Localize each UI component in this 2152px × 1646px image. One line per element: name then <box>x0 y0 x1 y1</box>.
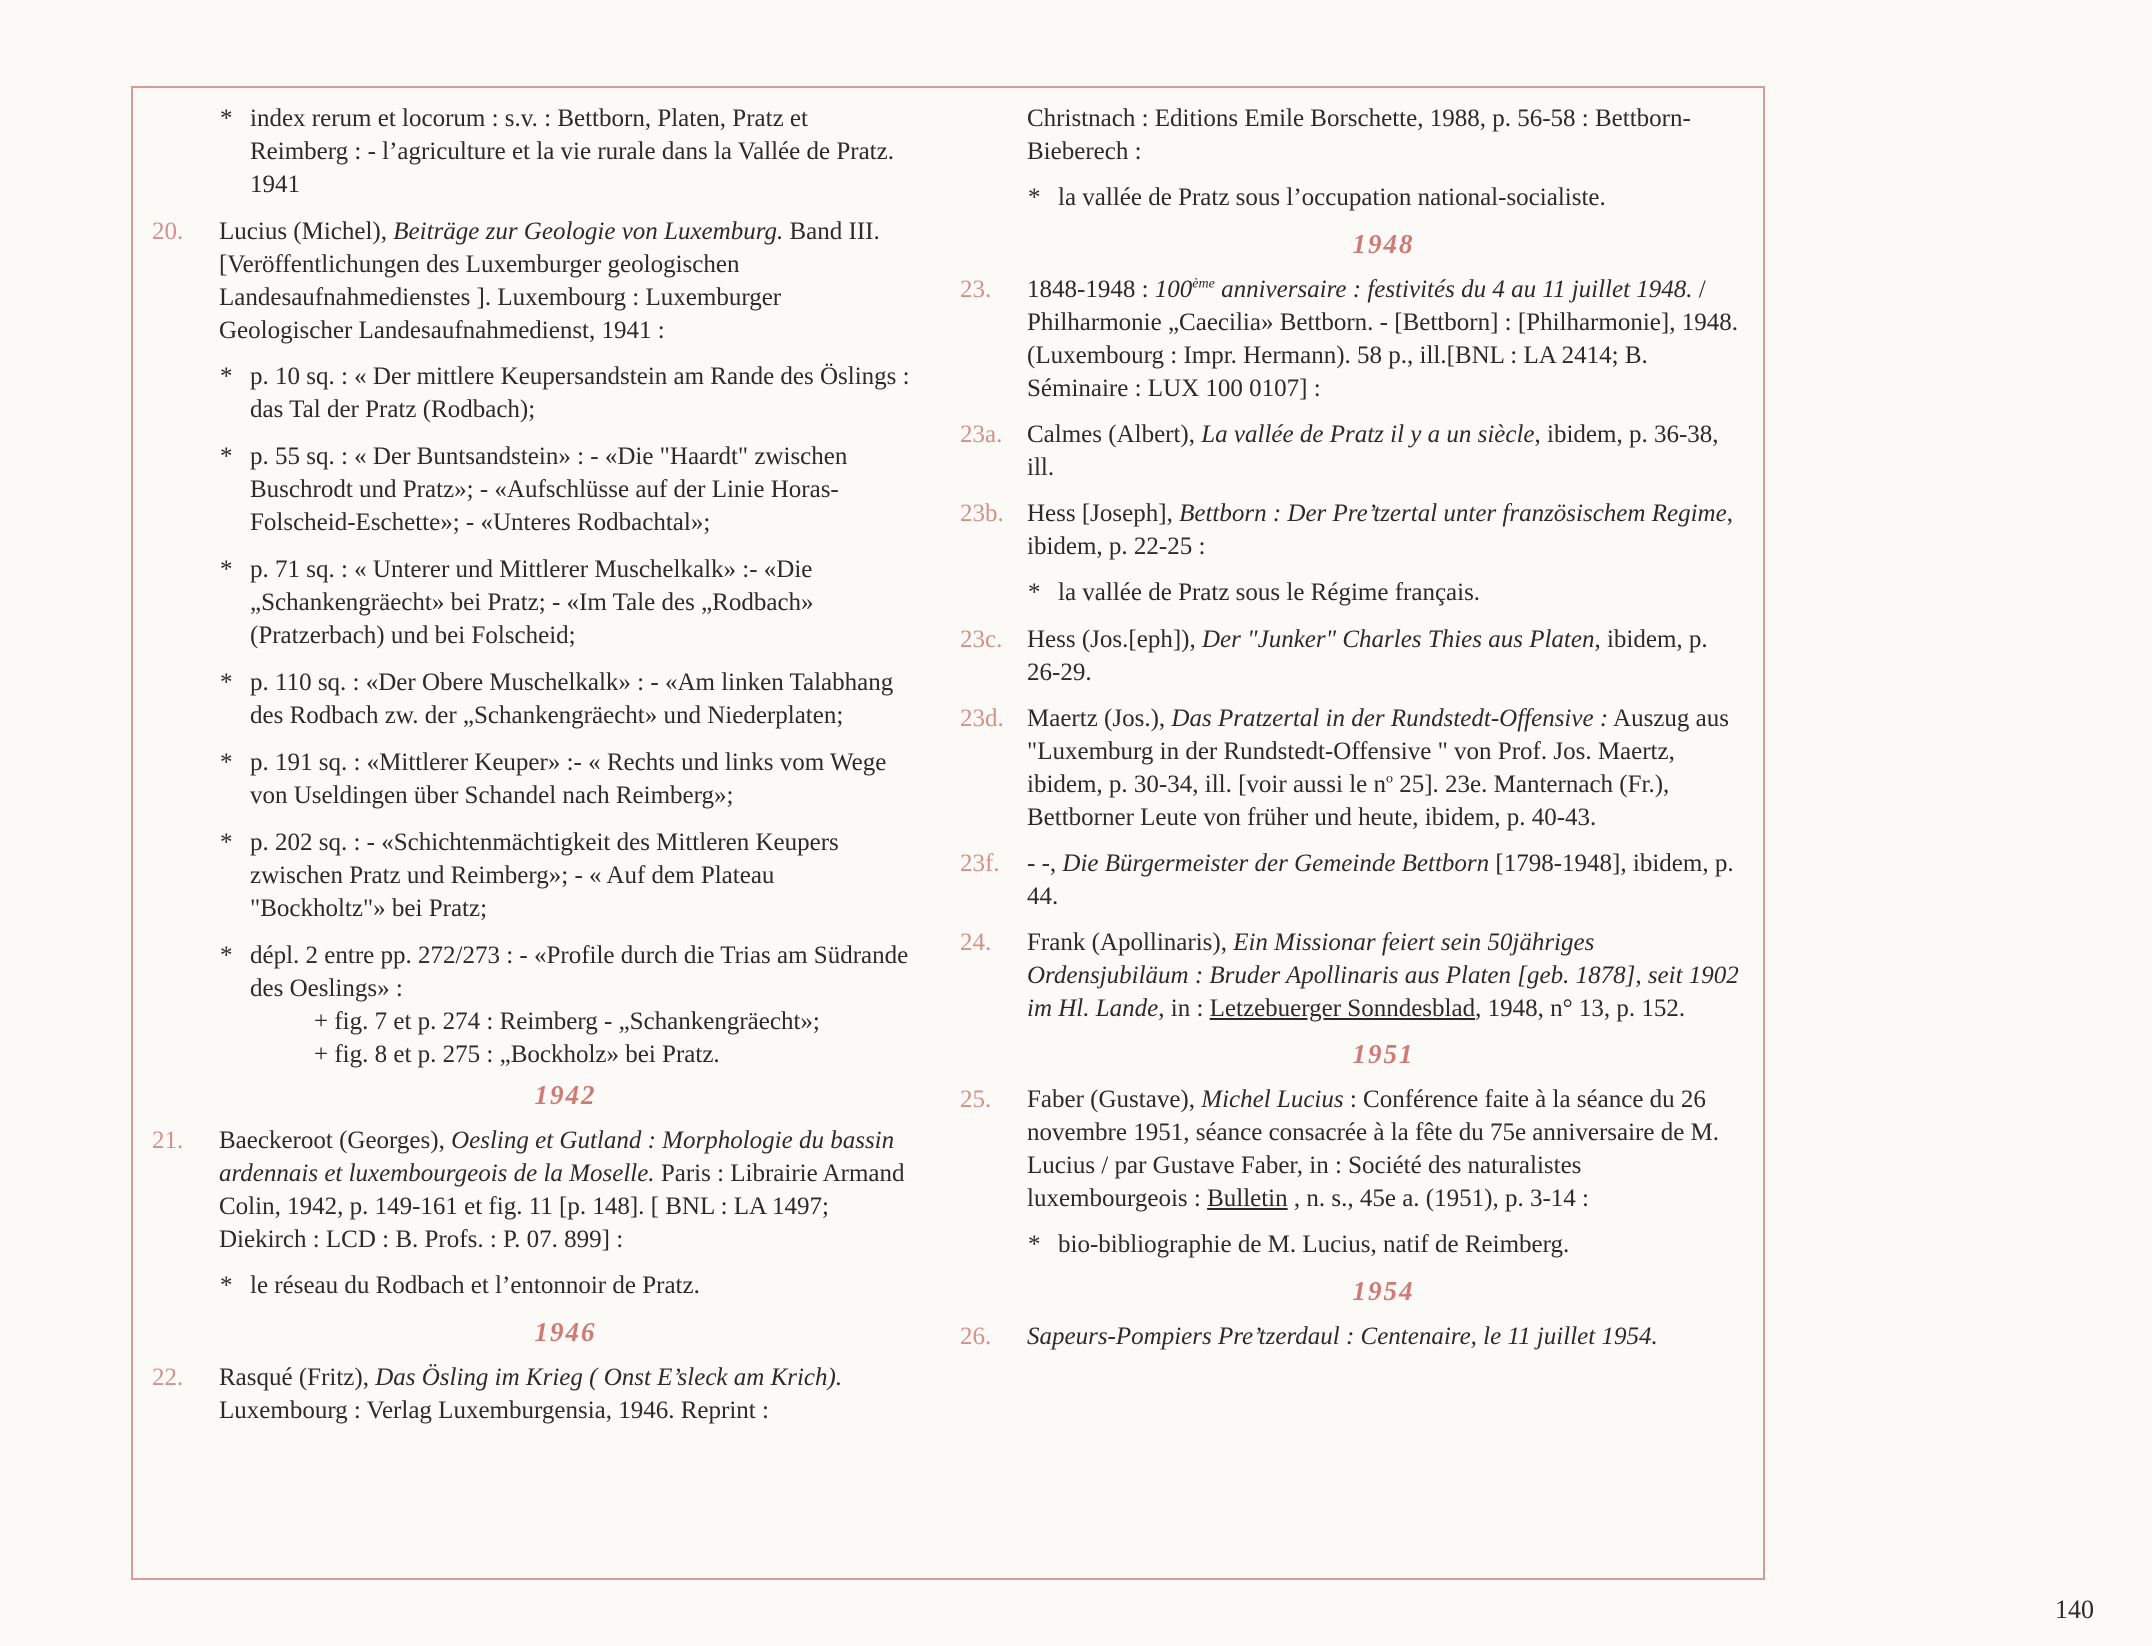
entry-details: Auszug aus "Luxemburg in der Rundstedt-Offensive " von Prof. Jos. Maertz, ibidem, p. 30-34, ill. [voir aussi le n <box>1027 705 1729 798</box>
entry-details: , ibidem, p. 22-25 : <box>1027 500 1733 560</box>
entry-title: Sapeurs-Pompiers Pre’tzerdaul : Centenaire, le 11 juillet 1954. <box>1027 1323 1658 1350</box>
entry-number: 23. <box>960 276 992 303</box>
subentry <box>960 576 1740 609</box>
subentry-text: le réseau du Rodbach et l’entonnoir de Pratz. <box>250 1272 700 1299</box>
subentry-text: la vallée de Pratz sous le Régime français. <box>1058 579 1481 606</box>
right-column <box>960 102 1740 1366</box>
subentry-text: p. 55 sq. : « Der Buntsandstein» : - «Die "Haardt" zwischen Buschrodt und Pratz»; - «Aufschlüsse auf der Linie Horas-Folscheid-Eschette»; - «Unteres Rodbachtal»; <box>250 443 848 536</box>
entry-number: 25. <box>960 1086 992 1113</box>
bullet-asterisk: * <box>220 443 233 470</box>
page-number: 140 <box>2055 1595 2094 1624</box>
entry-details: 25]. 23e. Manternach (Fr.), Bettborner Leute von früher und heute, ibidem, p. 40-43. <box>1027 771 1670 831</box>
entry-22 <box>152 1361 912 1427</box>
subentry-text: la vallée de Pratz sous l’occupation national-socialiste. <box>1058 184 1606 211</box>
entry-number: 22. <box>152 1364 184 1391</box>
entry-23 <box>960 273 1740 405</box>
entry-details: Band III. [Veröffentlichungen des Luxemburger geologischen Landesaufnahmedienstes ]. Luxembourg : Luxemburger Geologischer Landesaufnahmedienst, 1941 : <box>219 218 880 344</box>
subentry-text: index rerum et locorum : s.v. : Bettborn, Platen, Pratz et Reimberg : - l’agriculture et la vie rurale dans la Vallée de Pratz. 1941 <box>250 105 894 198</box>
entry-title: Oesling et Gutland : Morphologie du bassin ardennais et luxembourgeois de la Moselle. <box>219 1127 895 1187</box>
subentry <box>152 826 912 925</box>
figure-line: + fig. 7 et p. 274 : Reimberg - „Schankengräecht»; <box>314 1008 820 1035</box>
entry-title: 100 <box>1154 276 1193 303</box>
subentry <box>152 939 912 1005</box>
entry-details: , 1948, n° 13, p. 152. <box>1475 995 1686 1022</box>
entry-author: Hess (Jos.[eph]), <box>1027 626 1202 653</box>
entry-title: La vallée de Pratz il y a un siècle <box>1201 421 1535 448</box>
subentry <box>960 181 1740 214</box>
entry-author: - -, <box>1027 850 1063 877</box>
journal-title: Bulletin <box>1207 1185 1288 1212</box>
entry-details: , n. s., 45e a. (1951), p. 3-14 : <box>1287 1185 1589 1212</box>
subentry <box>152 102 912 201</box>
journal-title: Letzebuerger Sonndesblad <box>1209 995 1476 1022</box>
entry-title: Das Pratzertal in der Rundstedt-Offensive : <box>1171 705 1609 732</box>
entry-details: , in : <box>1158 995 1210 1022</box>
entry-author: Calmes (Albert), <box>1027 421 1202 448</box>
entry-title: Michel Lucius <box>1201 1086 1344 1113</box>
entry-details: [1798-1948], ibidem, p. 44. <box>1027 850 1734 910</box>
subentry <box>152 440 912 539</box>
entry-20 <box>152 215 912 347</box>
year-heading: 1942 <box>534 1080 597 1110</box>
subentry-text: p. 71 sq. : « Unterer und Mittlerer Muschelkalk» :- «Die „Schankengräecht» bei Pratz; - «Im Tale des „Rodbach» (Pratzerbach) und bei Folscheid; <box>250 556 814 649</box>
entry-title: Ein Missionar feiert sein 50jähriges Ordensjubiläum : Bruder Apollinaris aus Platen [geb. 1878], seit 1902 im Hl. Lande <box>1027 929 1739 1022</box>
entry-number: 23a. <box>960 421 1003 448</box>
subentry-text: p. 110 sq. : «Der Obere Muschelkalk» : - «Am linken Talabhang des Rodbach zw. der „Schankengräecht» und Niederplaten; <box>250 669 894 729</box>
bullet-asterisk: * <box>1028 579 1041 606</box>
entry-details: : Conférence faite à la séance du 26 novembre 1951, séance consacrée à la fête du 75e anniversaire de M. Lucius / par Gustave Faber, in : Société des naturalistes luxembourgeois : <box>1027 1086 1720 1212</box>
entry-details: / Philharmonie „Caecilia» Bettborn. - [Bettborn] : [Philharmonie], 1948. (Luxembourg : Impr. Hermann). 58 p., ill.[BNL : LA 2414; B. Séminaire : LUX 100 0107] : <box>1027 276 1738 402</box>
subentry <box>960 1228 1740 1261</box>
entry-title: anniversaire : festivités du 4 au 11 juillet 1948. <box>1214 276 1693 303</box>
bullet-asterisk: * <box>220 363 233 390</box>
figure-line: + fig. 8 et p. 275 : „Bockholz» bei Pratz. <box>314 1041 720 1068</box>
year-heading: 1946 <box>534 1317 597 1347</box>
entry-title: Bettborn : Der Pre’tzertal unter französischem Regime <box>1179 500 1727 527</box>
left-column <box>152 102 912 1440</box>
entry-24 <box>960 926 1740 1025</box>
subentry <box>152 746 912 812</box>
entry-author: Lucius (Michel), <box>219 218 394 245</box>
entry-23f <box>960 847 1740 913</box>
entry-author: Baeckeroot (Georges), <box>219 1127 452 1154</box>
entry-number: 26. <box>960 1323 992 1350</box>
entry-author: 1848-1948 : <box>1027 276 1155 303</box>
entry-21 <box>152 1124 912 1256</box>
subentry <box>152 553 912 652</box>
entry-23d <box>960 702 1740 834</box>
entry-details: , ibidem, p. 26-29. <box>1027 626 1708 686</box>
entry-details: , ibidem, p. 36-38, ill. <box>1027 421 1719 481</box>
entry-title: Der "Junker" Charles Thies aus Platen <box>1201 626 1595 653</box>
bullet-asterisk: * <box>220 942 233 969</box>
subentry <box>152 666 912 732</box>
entry-number: 23c. <box>960 626 1003 653</box>
bullet-asterisk: * <box>220 669 233 696</box>
entry-title: Das Ösling im Krieg ( Onst E’sleck am Krich). <box>375 1364 843 1391</box>
entry-title: Beiträge zur Geologie von Luxemburg. <box>393 218 784 245</box>
entry-26 <box>960 1320 1740 1353</box>
entry-details: Paris : Librairie Armand Colin, 1942, p. 149-161 et fig. 11 [p. 148]. [ BNL : LA 1497; Diekirch : LCD : B. Profs. : P. 07. 899] : <box>219 1160 905 1253</box>
superscript: o <box>1385 771 1393 787</box>
entry-title: Die Bürgermeister der Gemeinde Bettborn <box>1062 850 1490 877</box>
bullet-asterisk: * <box>1028 184 1041 211</box>
subentry-text: p. 10 sq. : « Der mittlere Keupersandstein am Rande des Öslings : das Tal der Pratz (Rodbach); <box>250 363 910 423</box>
entry-number: 23b. <box>960 500 1004 527</box>
superscript: ème <box>1192 276 1215 292</box>
entry-details: Luxembourg : Verlag Luxemburgensia, 1946. Reprint : <box>219 1397 769 1424</box>
bullet-asterisk: * <box>220 749 233 776</box>
entry-number: 23d. <box>960 705 1004 732</box>
bullet-asterisk: * <box>1028 1231 1041 1258</box>
bullet-asterisk: * <box>220 829 233 856</box>
bullet-asterisk: * <box>220 105 233 132</box>
entry-author: Maertz (Jos.), <box>1027 705 1172 732</box>
subentry <box>152 360 912 426</box>
year-heading: 1951 <box>1352 1039 1415 1069</box>
entry-author: Rasqué (Fritz), <box>219 1364 376 1391</box>
continued-text: Christnach : Editions Emile Borschette, 1988, p. 56-58 : Bettborn-Bieberech : <box>1027 105 1691 165</box>
subentry-text: bio-bibliographie de M. Lucius, natif de Reimberg. <box>1058 1231 1570 1258</box>
subentry-text: p. 202 sq. : - «Schichtenmächtigkeit des Mittleren Keupers zwischen Pratz und Reimberg»; - « Auf dem Plateau "Bockholtz"» bei Pratz; <box>250 829 839 922</box>
entry-number: 24. <box>960 929 992 956</box>
entry-23a <box>960 418 1740 484</box>
year-heading: 1954 <box>1352 1276 1415 1306</box>
entry-number: 21. <box>152 1127 184 1154</box>
subentry <box>152 1269 912 1302</box>
entry-23c <box>960 623 1740 689</box>
subentry-text: p. 191 sq. : «Mittlerer Keuper» :- « Rechts und links vom Wege von Useldingen über Schandel nach Reimberg»; <box>250 749 887 809</box>
year-heading: 1948 <box>1352 229 1415 259</box>
entry-number: 23f. <box>960 850 1000 877</box>
entry-author: Frank (Apollinaris), <box>1027 929 1234 956</box>
bullet-asterisk: * <box>220 556 233 583</box>
entry-author: Hess [Joseph], <box>1027 500 1180 527</box>
entry-number: 20. <box>152 218 184 245</box>
entry-25 <box>960 1083 1740 1215</box>
entry-author: Faber (Gustave), <box>1027 1086 1202 1113</box>
bullet-asterisk: * <box>220 1272 233 1299</box>
entry-23b <box>960 497 1740 563</box>
subentry-text: dépl. 2 entre pp. 272/273 : - «Profile durch die Trias am Südrande des Oeslings» : <box>250 942 909 1002</box>
